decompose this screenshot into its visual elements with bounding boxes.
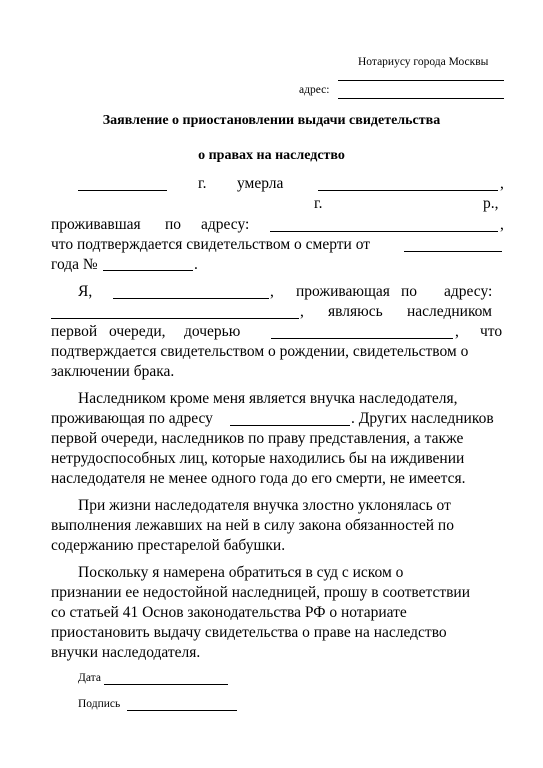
line3-comma: , [500,216,504,233]
p3-line3: первой очереди, наследников по праву представления, а также [51,430,464,447]
address-label: адрес: [299,84,330,96]
p5-line5: внучки наследодателя. [51,644,201,661]
p2-comma-2: , [300,303,304,320]
applicant-name-blank [113,298,269,299]
p5-line4: приостановить выдачу свидетельства о праве на наследство [51,624,447,641]
document-title-line2: о правах на наследство [198,148,345,163]
city-abbrev: г. [198,175,207,192]
p2-comma-3: , [455,323,459,340]
year-number-text: года № [51,256,98,273]
p3-line2-start: проживающая по адресу [51,410,213,427]
addressee-blank-line [338,80,504,81]
granddaughter-address-blank [230,425,350,426]
p5-line3: со статьей 41 Основ законодательства РФ о нотариате [51,604,407,621]
line1-comma: , [500,175,504,192]
order-word: очереди, [109,323,166,340]
p3-line1: Наследником кроме меня является внучка наследодателя, [78,390,458,407]
p3-line4: нетрудоспособных лиц, которые находились бы на иждивении [51,450,465,467]
lived-word: проживавшая [51,216,141,233]
date-blank-line [104,684,228,685]
city-abbrev-2: г. [314,195,323,212]
heir-word: наследником [407,303,492,320]
daughter-word: дочерью [184,323,241,340]
first-word: первой [51,323,98,340]
notary-addressee: Нотариусу города Москвы [358,56,489,68]
p3-line2-end: . Других наследников [351,410,494,427]
certificate-date-blank [404,251,502,252]
date-label: Дата [78,672,101,684]
p3-line5: наследодателя не менее одного года до его смерти, не имеется. [51,470,466,487]
document-title-line1: Заявление о приостановлении выдачи свидетельства [102,113,441,128]
by-word-2: по [401,283,418,300]
p4-line2: выполнения лежавших на ней в силу закона обязанностей по [51,517,454,534]
address-word: адресу: [201,216,250,233]
address-blank-line [338,98,504,99]
by-word: по [165,216,182,233]
marriage-text: заключении брака. [51,363,175,380]
that-word: что [480,323,503,340]
p2-comma-1: , [270,283,274,300]
died-word: умерла [237,175,284,192]
deceased-name-blank [318,190,498,191]
p5-line1: Поскольку я намерена обратиться в суд с иском о [78,564,404,581]
am-word: являюсь [328,303,383,320]
death-date-blank [78,190,167,191]
deceased-address-blank [270,231,498,232]
daughter-of-blank [271,338,453,339]
applicant-address-blank [51,318,299,319]
i-word: Я, [78,283,93,300]
birth-certificate-text: подтверждается свидетельством о рождении, свидетельством о [51,343,469,360]
line5-period: . [194,256,198,273]
address-word-2: адресу: [444,283,493,300]
signature-blank-line [127,710,237,711]
death-certificate-text: что подтверждается свидетельством о смерти от [51,236,371,253]
district-abbrev: р., [483,195,499,212]
p4-line1: При жизни наследодателя внучка злостно уклонялась от [78,497,451,514]
living-word: проживающая [296,283,390,300]
certificate-number-blank [103,270,193,271]
p4-line3: содержанию престарелой бабушки. [51,537,286,554]
signature-label: Подпись [78,698,121,710]
p5-line2: признании ее недостойной наследницей, прошу в соответствии [51,584,471,601]
